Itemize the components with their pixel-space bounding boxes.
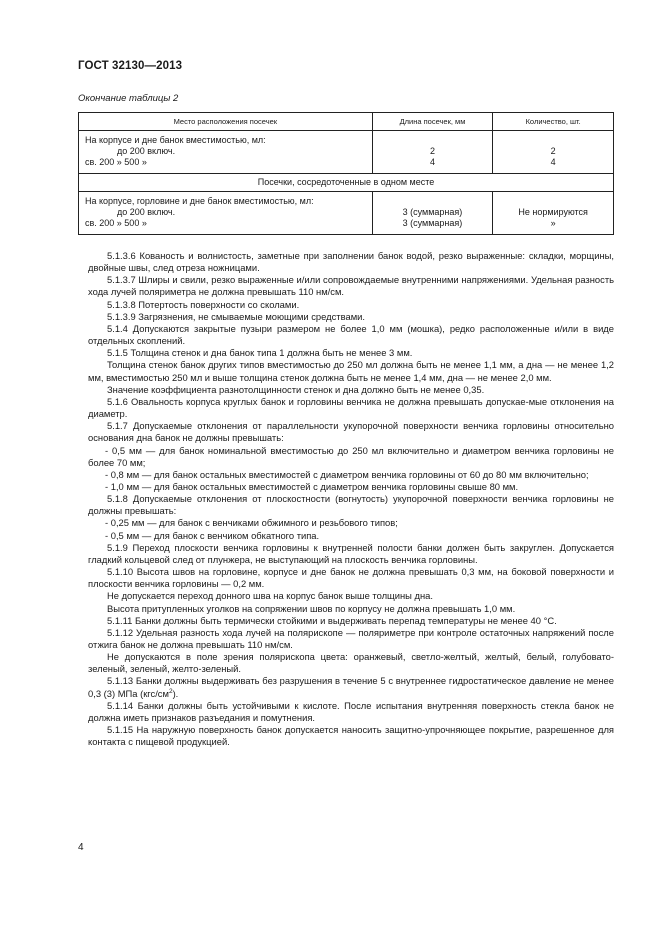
paragraph: 5.1.4 Допускаются закрытые пузыри размером не более 1,0 мм (мошка), редко расположенные и/или в виде отдельных скоплений. (88, 322, 614, 347)
paragraph: 5.1.15 На наружную поверхность банок допускается наносить защитно-упрочняющее покрытие, разрешенное для контакта с пищевой продукцией. (88, 724, 614, 748)
table-cell-length (372, 192, 493, 235)
cell-value: 2 (550, 146, 556, 156)
paragraph-text: 5.1.13 Банки должны выдерживать без разрушения в течение 5 с внутреннее гидростатическое давление не менее 0,3 (3) МПа (кгс/см (88, 675, 614, 699)
paragraph: 5.1.6 Овальность корпуса круглых банок и горловины венчика не должна превышать допускае-мые отклонения на диаметр. (88, 395, 614, 420)
paragraph: 5.1.8 Допускаемые отклонения от плоскостности (вогнутость) укупорочной поверхности венчика горловины не должны превышать: (88, 493, 614, 517)
standard-header: ГОСТ 32130—2013 (78, 60, 183, 72)
group-title: Посечки, сосредоточенные в одном месте (79, 174, 614, 192)
cell-line: св. 200 » 500 » (85, 218, 147, 228)
column-header: Место расположения посечек (79, 113, 373, 131)
paragraph: Не допускается переход донного шва на корпус банок выше толщины дна. (107, 590, 433, 602)
table-cell-location (79, 192, 373, 235)
table-header-row (79, 113, 614, 131)
cell-value: 4 (550, 157, 556, 167)
cell-value: » (550, 218, 556, 228)
superscript: 2 (168, 687, 173, 695)
cell-value: 3 (суммарная) (402, 218, 463, 228)
cell-value: 3 (суммарная) (402, 207, 463, 217)
body-text (88, 250, 614, 748)
cell-value: 4 (429, 157, 435, 167)
cell-line: до 200 включ. (117, 207, 176, 217)
list-item: - 0,5 мм — для банок номинальной вместимостью до 250 мл включительно и диаметром венчика горловины не более 70 мм; (88, 444, 614, 468)
cell-line: На корпусе, горловине и дне банок вместимостью, мл: (85, 196, 314, 206)
paragraph: Толщина стенок банок других типов вместимостью до 250 мл должна быть не менее 1,1 мм, а дна — не менее 1,2 мм, вместимостью 250 мл и выше толщина стенок должна быть не менее 1,4 мм, дна — не менее 2,0 мм. (88, 359, 614, 383)
list-item: - 1,0 мм — для банок остальных вместимостей с диаметром венчика горловины свыше 80 мм. (105, 480, 519, 492)
cell-line: На корпусе и дне банок вместимостью, мл: (85, 135, 266, 145)
column-header: Количество, шт. (493, 113, 614, 131)
paragraph: 5.1.3.8 Потертость поверхности со сколами. (107, 298, 300, 310)
cell-value: Не нормируются (518, 207, 588, 217)
paragraph: Не допускаются в поле зрения полярископа цвета: оранжевый, светло-желтый, желтый, белый, голубовато-зеленый, зеленый, желто-зеленый. (88, 651, 614, 675)
table-cell-length (372, 131, 493, 174)
table-group-row (79, 174, 614, 192)
table-row (79, 131, 614, 174)
cell-value: 2 (429, 146, 435, 156)
paragraph: 5.1.14 Банки должны быть устойчивыми к кислоте. После испытания внутренняя поверхность стекла банок не должна иметь признаков разъедания и помутнения. (88, 699, 614, 723)
paragraph: Высота притупленных уголков на сопряжении швов по корпусу не должна превышать 1,0 мм. (107, 602, 516, 614)
column-header: Длина посечек, мм (372, 113, 493, 131)
list-item: - 0,25 мм — для банок с венчиками обжимного и резьбового типов; (105, 517, 398, 529)
paragraph: 5.1.9 Переход плоскости венчика горловины к внутренней полости банки должен быть закруглен. Допускается гладкий кольцевой след от плунжера, не выступающий на плоскость венчика горловины. (88, 541, 614, 565)
cell-line: до 200 включ. (117, 146, 176, 156)
paragraph: 5.1.3.7 Шлиры и свили, резко выраженные и/или сопровождаемые внутренними напряжениями. Удельная разность хода лучей поляриметра не должна превышать 110 нм/см. (88, 274, 614, 298)
data-table (78, 112, 614, 235)
paragraph: 5.1.12 Удельная разность хода лучей на полярископе — поляриметре при контроле остаточных напряжений после отжига банок не должна превышать 110 нм/см. (88, 626, 614, 650)
table-cell-count (493, 192, 614, 235)
table-caption: Окончание таблицы 2 (78, 93, 179, 104)
paragraph: 5.1.3.9 Загрязнения, не смываемые моющими средствами. (107, 310, 365, 322)
paragraph-tail: ). (172, 687, 179, 699)
paragraph: 5.1.11 Банки должны быть термически стойкими и выдерживать перепад температуры не менее 40 °С. (107, 614, 557, 626)
table-cell-location (79, 131, 373, 174)
paragraph: 5.1.10 Высота швов на горловине, корпусе и дне банок не должна превышать 0,3 мм, на боковой поверхности и плоскости венчика горловины — 0,2 мм. (88, 566, 614, 590)
list-item: - 0,8 мм — для банок остальных вместимостей с диаметром венчика горловины от 60 до 80 мм включительно; (105, 468, 589, 480)
paragraph: 5.1.7 Допускаемые отклонения от параллельности укупорочной поверхности венчика горловины относительно основания дна банок не должны превышать: (88, 420, 614, 444)
page-number: 4 (78, 842, 84, 853)
list-item: - 0,5 мм — для банок с венчиком обкатного типа. (105, 529, 320, 541)
table-cell-count (493, 131, 614, 174)
paragraph: Значение коэффициента разнотолщинности стенок и дна должно быть не менее 0,35. (107, 383, 485, 395)
paragraph (88, 675, 614, 699)
cell-line: св. 200 » 500 » (85, 157, 147, 167)
paragraph: 5.1.5 Толщина стенок и дна банок типа 1 должна быть не менее 3 мм. (107, 347, 413, 359)
paragraph: 5.1.3.6 Кованость и волнистость, заметные при заполнении банок водой, резко выраженные: складки, морщины, двойные швы, след отреза ножницами. (88, 250, 614, 274)
table-row (79, 192, 614, 235)
